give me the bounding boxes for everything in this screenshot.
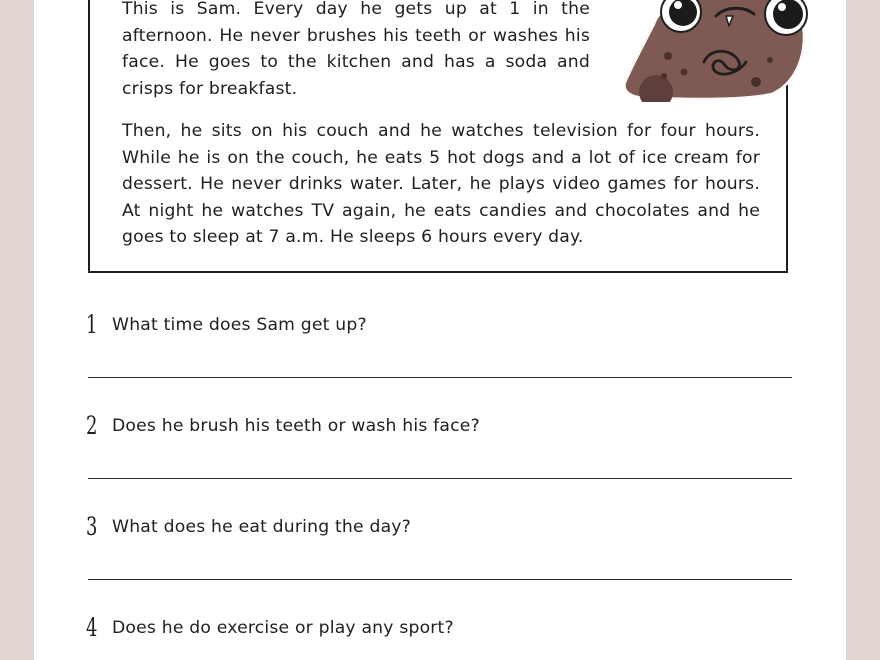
monster-spot xyxy=(751,77,761,87)
question-text: What time does Sam get up? xyxy=(112,315,367,335)
question-text: Does he brush his teeth or wash his face? xyxy=(112,416,480,436)
question-text: Does he do exercise or play any sport? xyxy=(112,618,454,638)
story-paragraph-2: Then, he sits on his couch and he watches television for four hours. While he is on the couch, he eats 5 hot dogs and a lot of ice cream for dessert. He never drinks water. Later, he plays video games for hours. At night he watches TV again, he eats candies and chocolates and he goes to sleep at 7 a.m. He sleeps 6 hours every day. xyxy=(122,121,760,248)
question-number: 2 xyxy=(86,411,98,440)
monster-spot xyxy=(661,73,667,79)
answer-line-2[interactable] xyxy=(88,478,792,479)
question-number: 1 xyxy=(86,310,98,339)
question-4 xyxy=(86,613,796,653)
monster-left-eye xyxy=(661,0,701,32)
brown-potato-monster-icon xyxy=(620,0,820,102)
question-number: 3 xyxy=(86,512,98,541)
question-2 xyxy=(86,411,796,451)
story-paragraph-1: This is Sam. Every day he gets up at 1 in the afternoon. He never brushes his teeth or washes his face. He goes to the kitchen and has a soda and crisps for breakfast. xyxy=(122,0,590,99)
question-text: What does he eat during the day? xyxy=(112,517,411,537)
monster-spot xyxy=(681,69,688,76)
monster-spot xyxy=(664,52,672,60)
question-1 xyxy=(86,310,796,350)
question-3 xyxy=(86,512,796,552)
answer-line-3[interactable] xyxy=(88,579,792,580)
monster-spot xyxy=(767,57,773,63)
monster-right-eye xyxy=(765,0,807,35)
answer-line-1[interactable] xyxy=(88,377,792,378)
question-number: 4 xyxy=(86,613,98,642)
